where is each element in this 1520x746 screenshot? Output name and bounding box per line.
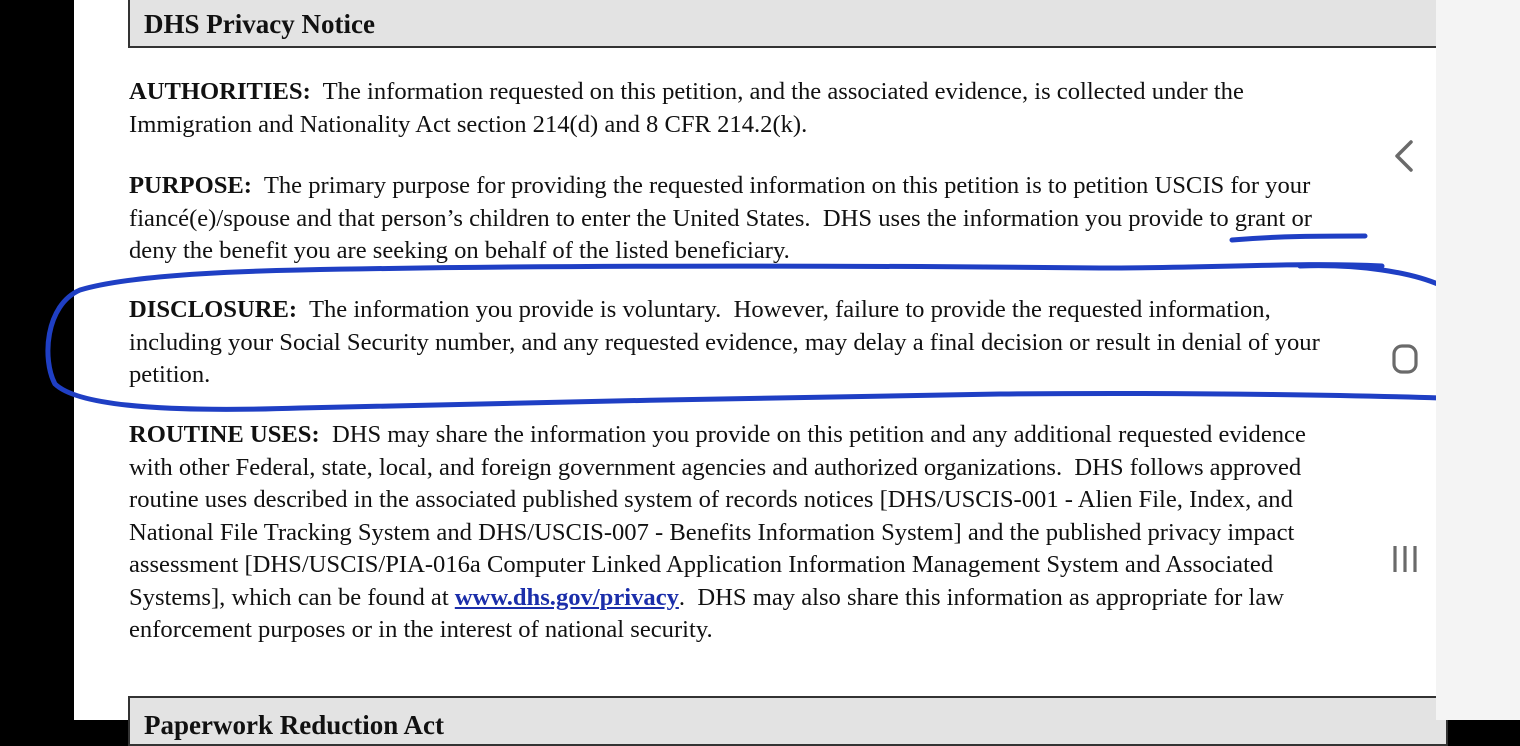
line: enforcement purposes or in the interest of national security.: [129, 616, 713, 643]
line: [129, 582, 1449, 615]
section-title: DHS Privacy Notice: [144, 9, 375, 39]
line: deny the benefit you are seeking on behalf of the listed beneficiary.: [129, 237, 790, 264]
document-page: [74, 0, 1436, 740]
line: routine uses described in the associated published system of records notices [DHS/USCIS-001 - Alien File, Index, and: [129, 486, 1293, 513]
line-text: Systems], which can be found at: [129, 583, 455, 611]
rounded-square-icon[interactable]: [1390, 344, 1420, 374]
line: including your Social Security number, and any requested evidence, may delay a final decision or result in denial of your: [129, 328, 1320, 356]
paragraph-label: PURPOSE:: [129, 172, 252, 199]
line: [129, 170, 1449, 203]
paragraph-text: The information requested on this petition, and the associated evidence, is collected under the: [310, 78, 1244, 105]
privacy-link[interactable]: www.dhs.gov/privacy: [454, 583, 679, 611]
line: petition.: [129, 361, 211, 388]
paragraph-authorities: [129, 76, 1449, 141]
line: fiancé(e)/spouse and that person’s children to enter the United States. DHS uses the information you provide to grant or: [129, 204, 1312, 232]
paragraph-text: The information you provide is voluntary. However, failure to provide the requested information,: [297, 296, 1271, 323]
line-text: . DHS may also share this information as appropriate for law: [678, 583, 1285, 611]
line: with other Federal, state, local, and foreign government agencies and authorized organizations. DHS follows approved: [129, 453, 1302, 481]
line: [129, 419, 1449, 452]
paragraph-label: AUTHORITIES:: [129, 78, 311, 105]
navigation-bar: [1436, 0, 1520, 720]
paragraph-disclosure: [129, 294, 1449, 392]
paragraph-text: The primary purpose for providing the requested information on this petition is to petition USCIS for your: [251, 172, 1311, 199]
line: assessment [DHS/USCIS/PIA-016a Computer Linked Application Information Management System and Associated: [129, 551, 1274, 578]
phone-screen: [74, 0, 1520, 740]
section-header-privacy-notice: [128, 0, 1448, 48]
paragraph-label: DISCLOSURE:: [129, 296, 298, 323]
paragraph-label: ROUTINE USES:: [129, 421, 320, 448]
paragraph-routine-uses: [129, 419, 1449, 647]
line: [129, 294, 1449, 327]
paragraph-text: DHS may share the information you provide on this petition and any additional requested evidence: [319, 421, 1306, 448]
line: National File Tracking System and DHS/USCIS-007 - Benefits Information System] and the published privacy impact: [129, 518, 1295, 546]
section-header-paperwork-reduction: [128, 696, 1448, 746]
paragraph-purpose: [129, 170, 1449, 268]
chevron-left-icon[interactable]: [1391, 138, 1419, 174]
line: Immigration and Nationality Act section 214(d) and 8 CFR 214.2(k).: [129, 110, 808, 138]
three-bars-icon[interactable]: [1391, 544, 1419, 574]
section-title: Paperwork Reduction Act: [144, 710, 444, 740]
line: [129, 76, 1449, 109]
